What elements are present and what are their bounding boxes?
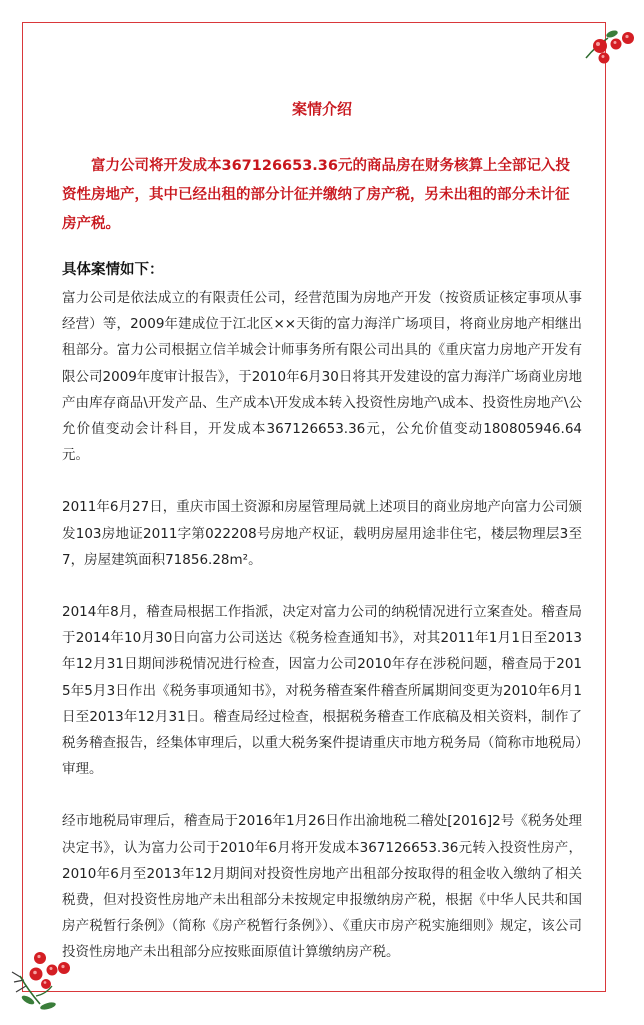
case-details	[62, 256, 582, 992]
berry-decoration-top-right	[578, 24, 640, 72]
paragraph-tax-decision: 经市地税局审理后，稽查局于2016年1月26日作出渝地税二稽处[2016]2号《税务处理决定书》，认为富力公司于2010年6月将开发成本367126653.36元转入投资性房产，2010年6月至2013年12月期间对投资性房地产出租部分按取得的租金收入缴纳了相关税费，但对投资性房地产未出租部分未按规定申报缴纳房产税，根据《中华人民共和国房产税暂行条例》（简称《房产税暂行条例》）、《重庆市房产税实施细则》规定，该公司投资性房地产未出租部分应按账面原值计算缴纳房产税。	[62, 813, 582, 961]
paragraph-company-background: 富力公司是依法成立的有限责任公司，经营范围为房地产开发（按资质证核定事项从事经营）等，2009年建成位于江北区××天街的富力海洋广场项目，将商业房地产相继出租部分。富力公司根据立信羊城会计师事务所有限公司出具的《重庆富力房地产开发有限公司2009年度审计报告》，于2010年6月30日将其开发建设的富力海洋广场商业房地产由库存商品\开发产品、生产成本\开发成本转入投资性房地产\成本、投资性房地产\公允价值变动会计科目，开发成本367126653.36元，公允价值变动180805946.64元。	[62, 290, 582, 464]
paragraph-property-certificate: 2011年6月27日，重庆市国土资源和房屋管理局就上述项目的商业房地产向富力公司颁发103房地证2011字第022208号房地产权证，载明房屋用途非住宅，楼层物理层3至7，房屋建筑面积71856.28m²。	[62, 499, 582, 568]
case-summary: 富力公司将开发成本367126653.36元的商品房在财务核算上全部记入投资性房地产，其中已经出租的部分计征并缴纳了房产税，另未出租的部分未计征房产税。	[62, 158, 570, 232]
paragraph-tax-inspection: 2014年8月，稽查局根据工作指派，决定对富力公司的纳税情况进行立案查处。稽查局于2014年10月30日向富力公司送达《税务检查通知书》，对其2011年1月1日至2013年12月31日期间涉税情况进行检查，因富力公司2010年存在涉税问题，稽查局于2015年5月3日作出《税务事项通知书》，对税务稽查案件稽查所属期间变更为2010年6月1日至2013年12月31日。稽查局经过检查，根据税务稽查工作底稿及相关资料，制作了税务稽查报告，经集体审理后，以重大税务案件提请重庆市地方税务局（简称市地税局）审理。	[62, 604, 582, 778]
page-title: 案情介绍	[291, 100, 352, 118]
section-heading: 具体案情如下：	[62, 262, 164, 278]
